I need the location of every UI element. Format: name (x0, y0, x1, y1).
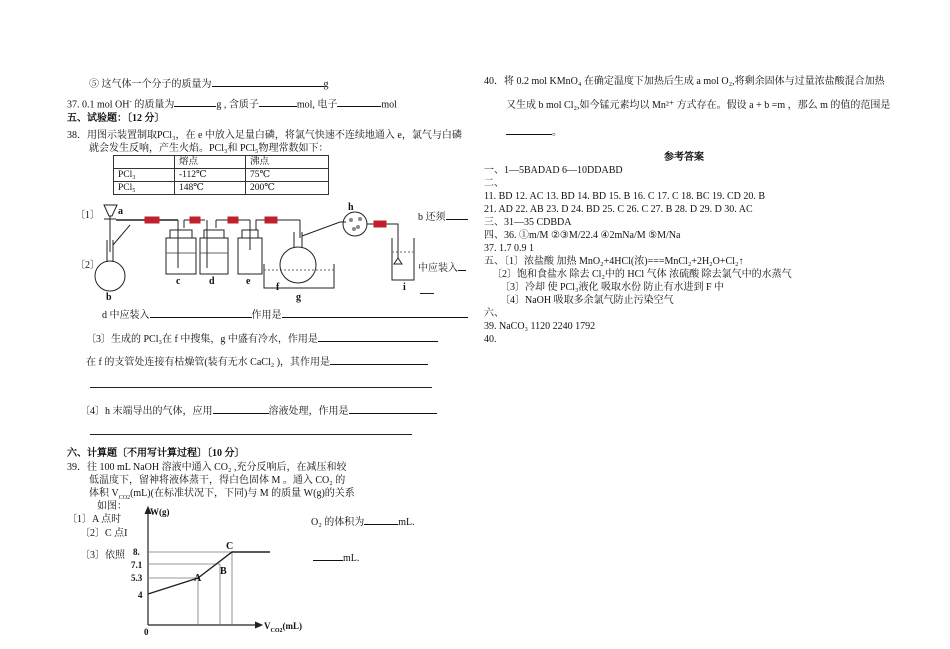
q39-line4: 如图： (97, 501, 127, 512)
q38-part1-label: 〔1〕 (75, 210, 100, 221)
point-C: C (226, 541, 234, 552)
q37: 37. 0.1 mol OH- 的质量为 g , 含质子 mol, 电子 mol (67, 97, 397, 111)
label-a: a (118, 206, 123, 217)
y-tick-5-3: 5.3 (131, 573, 143, 583)
answer-line: 11. BD 12. AC 13. BD 14. BD 15. B 16. C 17. C 18. BC 19. CD 20. B (484, 191, 766, 202)
q38-part1-right: b 还须 (418, 209, 468, 224)
y-tick-8: 8. (133, 547, 140, 557)
graph-x-label: $V_{CO2}(mL)$ (264, 621, 302, 634)
q36-part5: ⑤ 这气体一个分子的质量为 g (89, 76, 329, 91)
graph-y-label: W(g) (150, 507, 170, 517)
label-d: d (209, 276, 215, 287)
answer-blank[interactable] (506, 124, 552, 135)
y-tick-7-1: 7.1 (131, 560, 143, 570)
answer-line: 〔3〕冷却 使 PCl₃液化 吸取水份 防止有水进到 F 中 (500, 282, 725, 293)
answer-line: 〔2〕饱和食盐水 除去 Cl₂中的 HCl 气体 浓硫酸 除去氯气中的水蒸气 (492, 269, 792, 280)
graph-origin: 0 (144, 627, 149, 637)
label-c: c (176, 276, 181, 287)
q39-part3-label: 〔3〕依照 (80, 550, 125, 561)
answer-line: 一、1—5BADAD 6—10DDABD (484, 165, 623, 176)
point-B: B (220, 566, 227, 577)
answer-line: 21. AD 22. AB 23. D 24. BD 25. C 26. C 27. B 28. D 29. D 30. AC (484, 204, 753, 215)
q38-part4: 〔4〕h 末端导出的气体，应用 溶液处理，作用是 (80, 403, 437, 418)
q40-line2: 又生成 b mol Cl₂,如今锰元素均以 Mn²⁺ 方式存在。假设 a + b =m ，那么 m 的值的范围是 (506, 100, 891, 111)
answer-line: 五、〔1〕浓盐酸 加热 MnO₂+4HCl(浓)===MnCl₂+2H₂O+Cl₂↑ (484, 256, 744, 267)
q39-part1-right: O₂ 的体积为 mL. (311, 514, 415, 529)
label-i: i (403, 282, 406, 293)
label-e: e (246, 276, 251, 287)
q38-part2-right: 中应装入 (418, 260, 466, 275)
answer-line: 四、36. ①m/M ②③M/22.4 ④2mNa/M ⑤M/Na (484, 230, 681, 241)
q39-part1-label: 〔1〕A 点时 (67, 514, 122, 525)
answers-title: 参考答案 (664, 152, 704, 163)
q39-line2: 低温度下，留神将液体蒸干，得白色固体 M 。通入 CO₂ 的 (89, 475, 346, 486)
answer-line: 39. NaCO₃ 1120 2240 1792 (484, 321, 596, 332)
q39-line3: 体积 $V_{CO2}(mL)$(在标准状况下，下同)与 M 的质量 W(g)的关系 (89, 488, 355, 501)
answer-line: 37. 1.7 0.9 1 (484, 243, 534, 254)
q38-d-line: d 中应装入 作用是 (102, 307, 468, 322)
point-A: A (194, 573, 202, 584)
q38-part3: 〔3〕生成的 PCl₃在 f 中搜集，g 中盛有冷水，作用是 (86, 331, 438, 346)
answer-line: 〔4〕NaOH 吸取多余氯气防止污染空气 (500, 295, 674, 306)
label-h: h (348, 202, 354, 213)
label-f: f (276, 282, 280, 293)
section-5-title: 五、试验题：〔12 分〕 (67, 113, 165, 124)
q38-line2: 就会发生反响，产生火焰。PCl₃和 PCl₅物理常数如下： (89, 143, 329, 154)
y-tick-4: 4 (138, 590, 143, 600)
answer-line: 40. (484, 334, 497, 345)
label-b: b (106, 292, 112, 303)
answer-line: 二、 (484, 178, 504, 189)
label-g: g (296, 292, 301, 303)
q38-line1: 38．用图示装置制取PCl₃，在 e 中放入足量白磷，将氯气快速不连续地通入 e，氯气与白磷 (67, 130, 462, 141)
answer-line: 六、 (484, 308, 504, 319)
q40-line1: 40．将 0.2 mol KMnO₄ 在确定温度下加热后生成 a mol O₂,将剩余固体与过量浓盐酸混合加热 (484, 76, 885, 87)
section-6-title: 六、计算题〔不用写计算过程〕〔10 分〕 (67, 448, 245, 459)
q39-part2-label: 〔2〕C 点I (80, 528, 128, 539)
q39-part3-right: mL. (313, 550, 359, 565)
q38-part3b: 在 f 的支管处连接有枯燥管(装有无水 CaCl₂ )，其作用是 (86, 354, 428, 369)
q40-line3: 。 (506, 124, 562, 139)
answer-line: 三、31—35 CDBDA (484, 217, 572, 228)
graph-curve (148, 552, 270, 594)
physical-constants-table: 熔点 沸点 PCl₃ -112℃ 75℃ PCl₅ 148℃ 200℃ (113, 155, 329, 195)
q39-line1: 39．往 100 mL NaOH 溶液中通入 CO₂ ,充分反响后，在减压和较 (67, 462, 347, 473)
q38-part2-label: 〔2〕 (75, 260, 100, 271)
